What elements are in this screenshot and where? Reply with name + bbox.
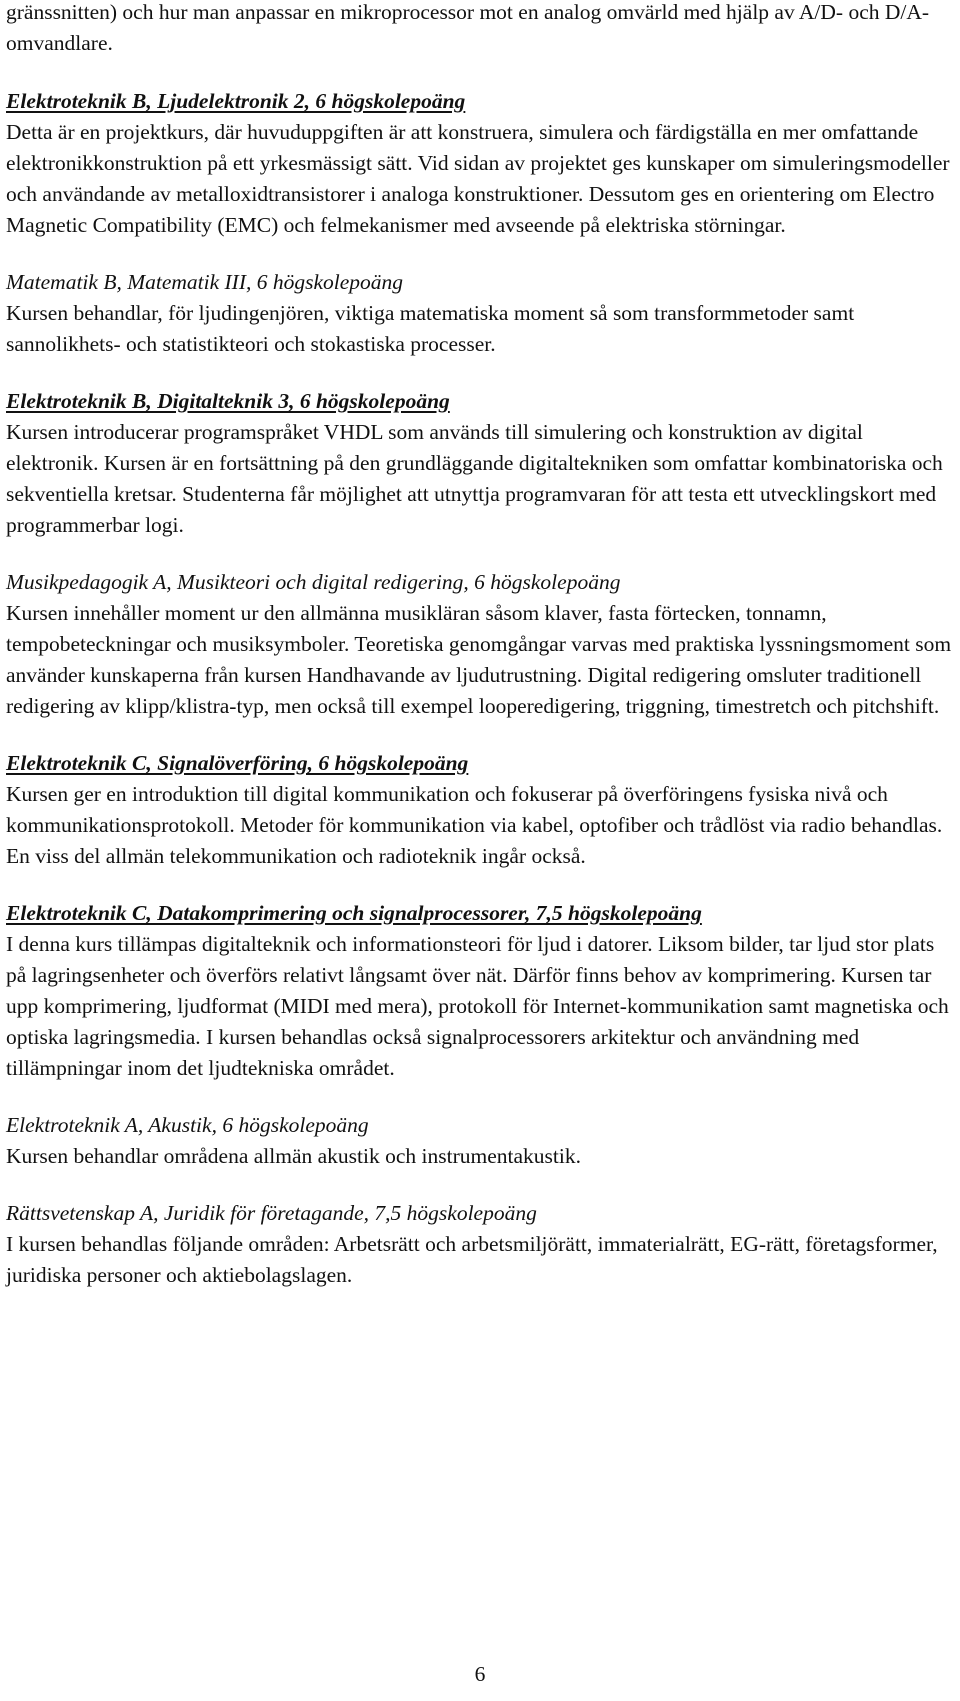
course-title: Elektroteknik B, Digitalteknik 3, 6 högskolepoäng bbox=[6, 389, 450, 413]
course-description: I denna kurs tillämpas digitalteknik och informationsteori för ljud i datorer. Liksom bilder, tar ljud stor plats på lagringsenheter och överförs relativt långsamt över nät. Därför finns behov av komprimering. Kursen tar upp komprimering, ljudformat (MIDI med mera), protokoll för Internet-kommunikation samt magnetiska och optiska lagringsmedia. I kursen behandlas också signalprocessorers arkitektur och användning med tillämpningar inom det ljudtekniska området. bbox=[6, 932, 949, 1080]
course-title: Elektroteknik C, Datakomprimering och signalprocessorer, 7,5 högskolepoäng bbox=[6, 901, 702, 925]
course-description: Kursen behandlar, för ljudingenjören, viktiga matematiska moment så som transformmetoder samt sannolikhets- och statistikteori och stokastiska processer. bbox=[6, 301, 855, 356]
course-section bbox=[6, 567, 956, 722]
course-title: Matematik B, Matematik III, 6 högskolepoäng bbox=[6, 270, 404, 294]
course-title: Elektroteknik B, Ljudelektronik 2, 6 högskolepoäng bbox=[6, 89, 466, 113]
course-section bbox=[6, 386, 956, 541]
course-title: Rättsvetenskap A, Juridik för företagande, 7,5 högskolepoäng bbox=[6, 1201, 537, 1225]
course-title: Musikpedagogik A, Musikteori och digital redigering, 6 högskolepoäng bbox=[6, 570, 621, 594]
course-description: Kursen introducerar programspråket VHDL som används till simulering och konstruktion av digital elektronik. Kursen är en fortsättning på den grundläggande digitaltekniken som omfattar kombinatoriska och sekventiella kretsar. Studenterna får möjlighet att utnyttja programvaran för att testa ett utvecklingskort med programmerbar logi. bbox=[6, 420, 943, 537]
course-section bbox=[6, 748, 956, 872]
course-description: Kursen behandlar områdena allmän akustik och instrumentakustik. bbox=[6, 1144, 581, 1168]
course-section bbox=[6, 267, 956, 360]
course-section bbox=[6, 1110, 956, 1172]
course-section bbox=[6, 898, 956, 1084]
page-number: 6 bbox=[474, 1662, 486, 1686]
course-section bbox=[6, 1198, 956, 1291]
course-title: Elektroteknik C, Signalöverföring, 6 högskolepoäng bbox=[6, 751, 469, 775]
course-description: I kursen behandlas följande områden: Arbetsrätt och arbetsmiljörätt, immaterialrätt, EG-rätt, företagsformer, juridiska personer och aktiebolagslagen. bbox=[6, 1232, 938, 1287]
course-description: Kursen innehåller moment ur den allmänna musikläran såsom klaver, fasta förtecken, tonnamn, tempobeteckningar och musiksymboler. Teoretiska genomgångar varvas med praktiska lyssningsmoment som använder kunskaperna från kursen Handhavande av ljudutrustning. Digital redigering omsluter traditionell redigering av klipp/klistra-typ, men också till exempel looperedigering, triggning, timestretch och pitchshift. bbox=[6, 601, 952, 718]
course-description: Kursen ger en introduktion till digital kommunikation och fokuserar på överföringens fysiska nivå och kommunikationsprotokoll. Metoder för kommunikation via kabel, optofiber och trådlöst via radio behandlas. En viss del allmän telekommunikation och radioteknik ingår också. bbox=[6, 782, 943, 868]
course-description: Detta är en projektkurs, där huvuduppgiften är att konstruera, simulera och färdigställa en mer omfattande elektronikkonstruktion på ett yrkesmässigt sätt. Vid sidan av projektet ges kunskaper om simuleringsmodeller och användande av metalloxidtransistorer i analoga konstruktioner. Dessutom ges en orientering om Electro Magnetic Compatibility (EMC) och felmekanismer med avseende på elektriska störningar. bbox=[6, 120, 950, 237]
course-title: Elektroteknik A, Akustik, 6 högskolepoäng bbox=[6, 1113, 369, 1137]
intro-paragraph: gränssnitten) och hur man anpassar en mikroprocessor mot en analog omvärld med hjälp av A/D- och D/A-omvandlare. bbox=[6, 0, 930, 55]
course-section bbox=[6, 86, 956, 241]
document-page bbox=[6, 0, 956, 1291]
